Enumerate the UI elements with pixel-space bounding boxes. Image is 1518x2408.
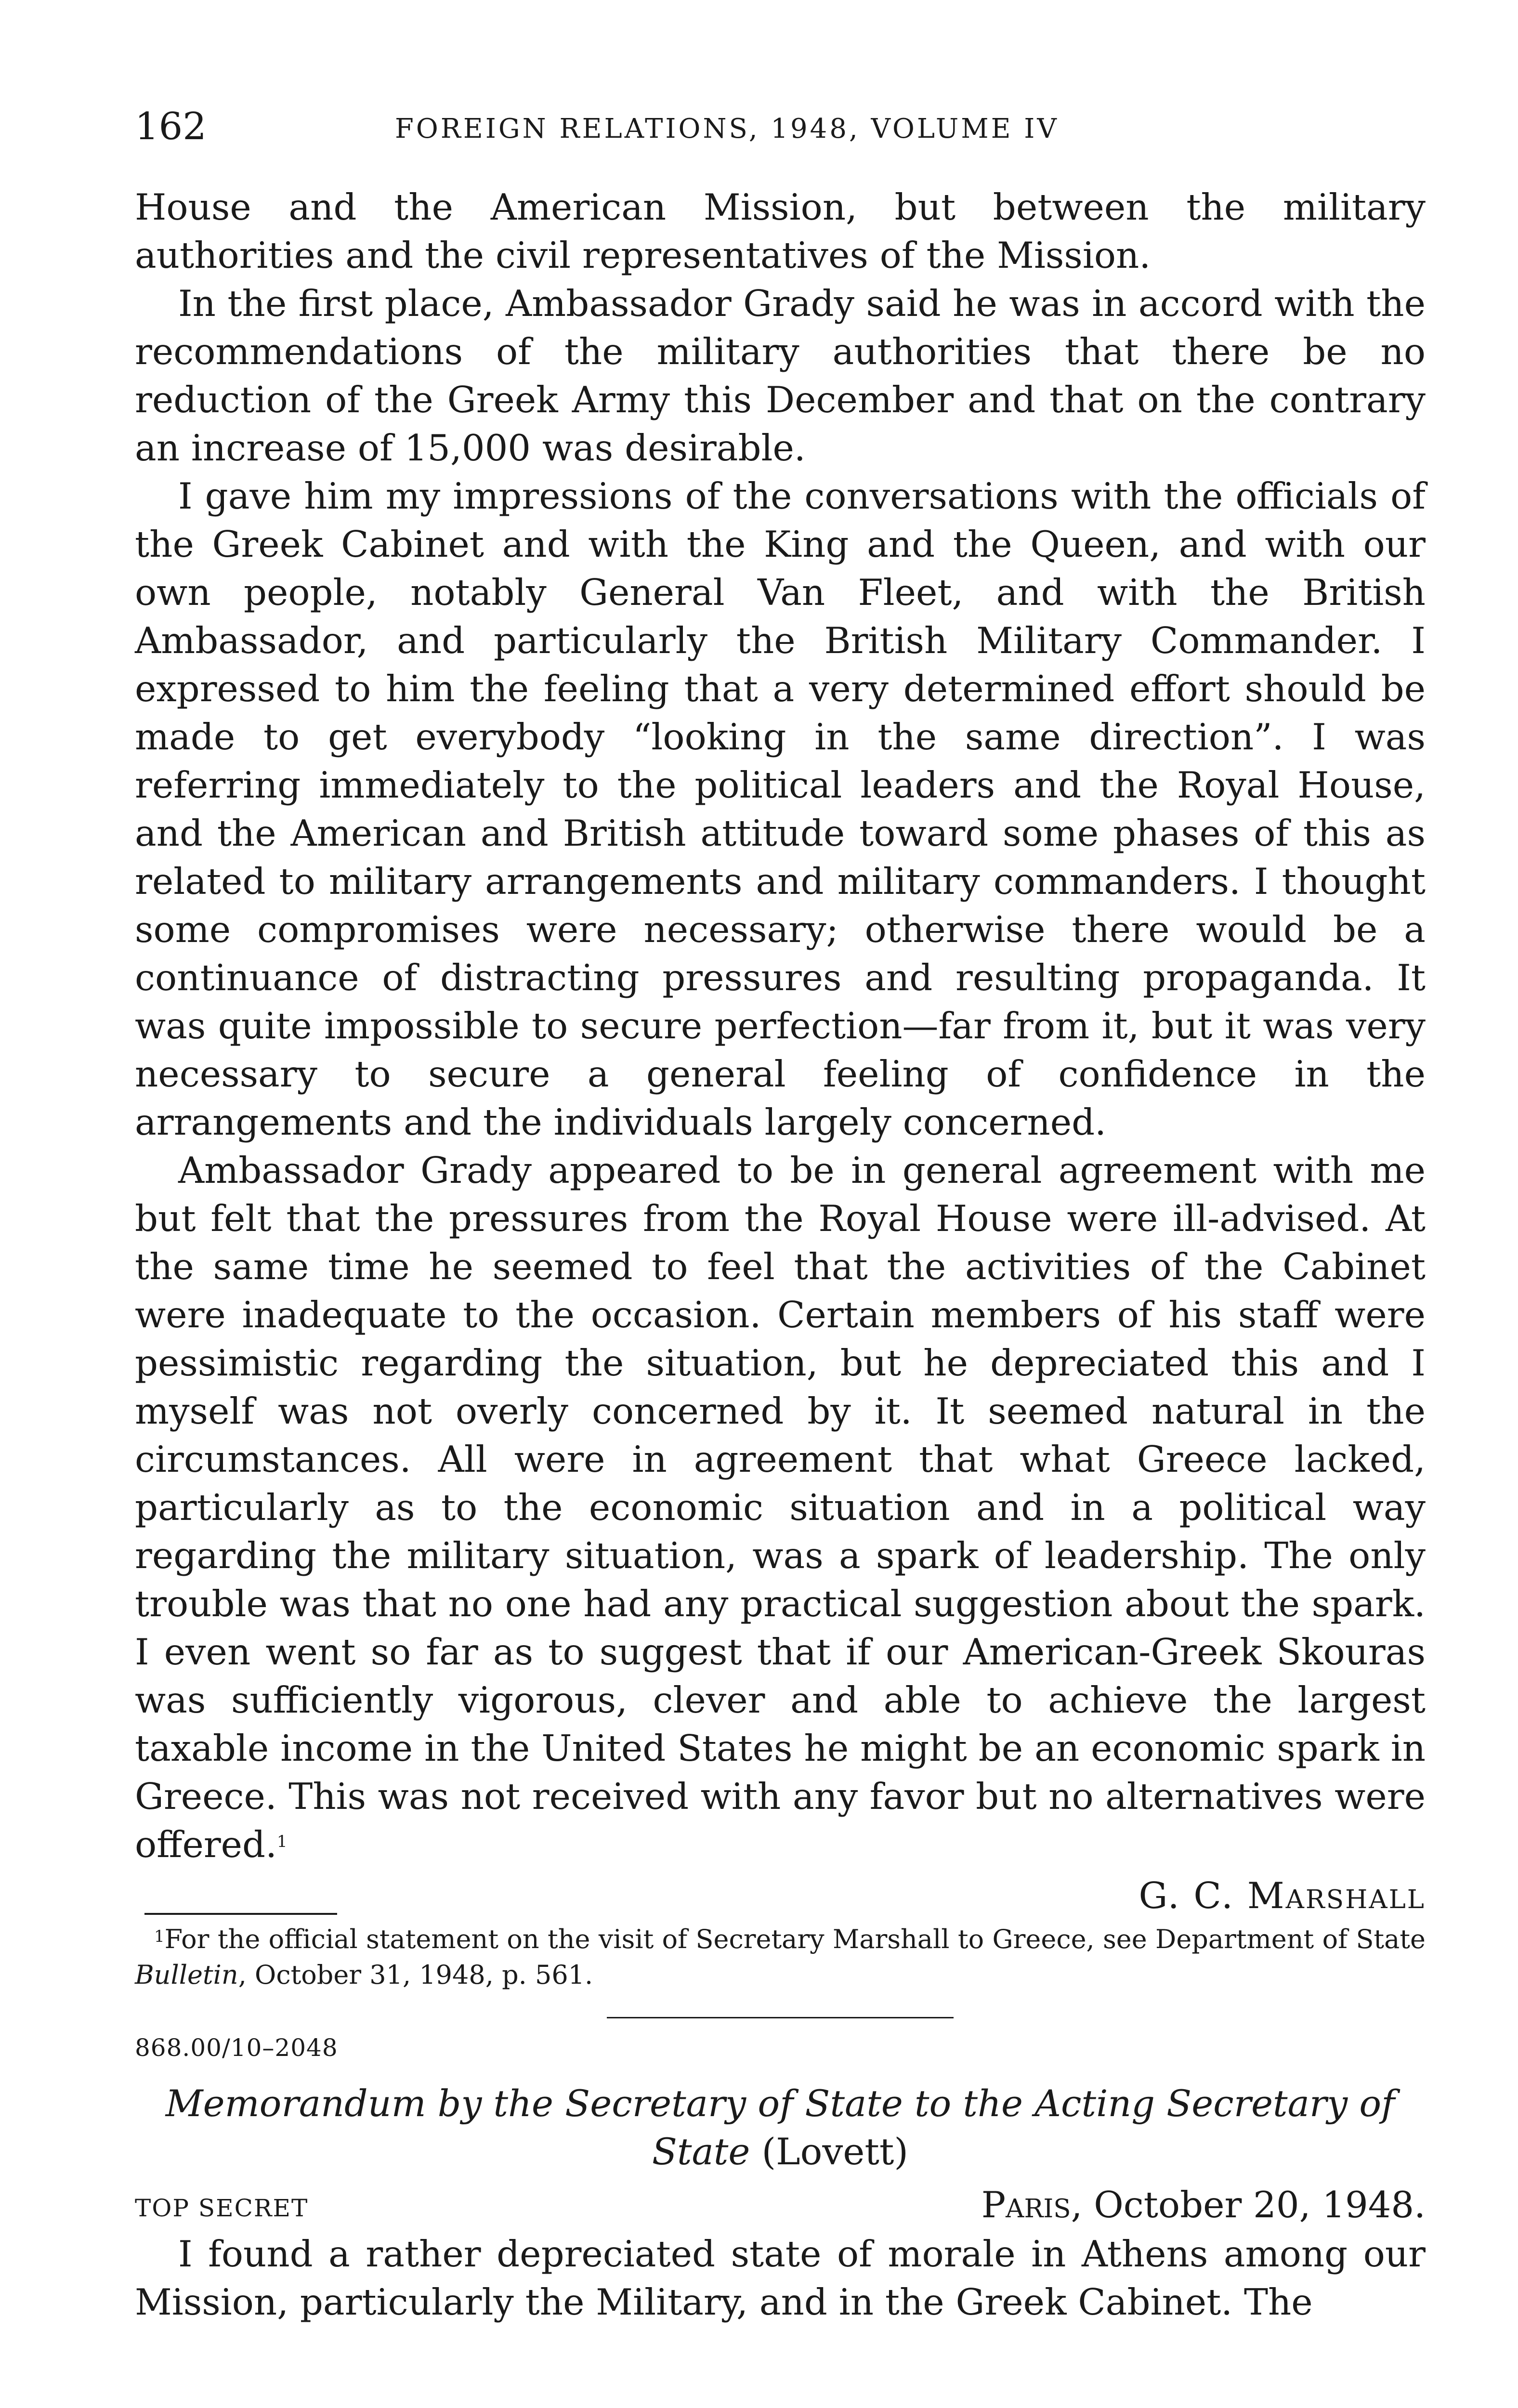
memo-opening-paragraph: I found a rather depreciated state of morale in Athens among our Mission, particularly the Military, and in the Greek Cabinet. The [135, 2233, 1426, 2323]
footnote-publication: Bulletin [135, 1960, 238, 1990]
running-head [135, 100, 1426, 153]
document-title-name: (Lovett) [761, 2130, 909, 2173]
footnote-divider [144, 1913, 337, 1915]
paragraph-agreement [135, 1146, 1426, 1869]
signature: G. C. Marshall [1138, 1874, 1426, 1917]
dateline-place: Paris [981, 2184, 1071, 2226]
paragraph-impressions: I gave him my impressions of the conversations with the officials of the Greek Cabinet and with the King and the Queen, and with our own people, notably General Van Fleet, and with the British Ambassador, and particularly the British Military Commander. I expressed to him the feeling that a very determined effort should be made to get everybody “looking in the same direction”. I was referring immediately to the political leaders and the Royal House, and the American and British attitude toward some phases of this as related to military arrangements and military commanders. I thought some compromises were necessary; otherwise there would be a continuance of distracting pressures and resulting propaganda. It was quite impossible to secure perfection—far from it, but it was very necessary to secure a general feeling of confidence in the arrangements and the individuals largely concerned. [135, 475, 1426, 1143]
page-number: 162 [135, 105, 207, 148]
document-page [135, 0, 1426, 2408]
footnote-marker: 1 [154, 1927, 165, 1946]
section-divider [607, 2017, 954, 2018]
document-title-main: Memorandum by the Secretary of State to the Acting Secretary of State [165, 2082, 1395, 2173]
footnote-text-after: , October 31, 1948, p. 561. [238, 1960, 593, 1990]
footnote-text-before: For the official statement on the visit of Secretary Marshall to Greece, see Department of State [164, 1924, 1426, 1954]
paragraph-agreement-text: Ambassador Grady appeared to be in general agreement with me but felt that the pressures from the Royal House were ill-advised. At the same time he seemed to feel that the activities of the Cabinet were inadequate to the occasion. Certain members of his staff were pessimistic regarding the situation, but he depreciated this and I myself was not overly concerned by it. It seemed natural in the circumstances. All were in agreement that what Greece lacked, particularly as to the economic situation and in a political way regarding the military situation, was a spark of leadership. The only trouble was that no one had any practical suggestion about the spark. I even went so far as to suggest that if our American-Greek Skouras was sufficiently vigorous, clever and able to achieve the largest taxable income in the United States he might be an economic spark in Greece. This was not received with any favor but no alternatives were offered. [135, 1149, 1426, 1866]
file-number: 868.00/10–2048 [135, 2034, 338, 2062]
body-text [135, 183, 1426, 1920]
footnote-reference[interactable]: 1 [276, 1832, 288, 1851]
dateline-date: , October 20, 1948. [1071, 2184, 1426, 2226]
running-title: FOREIGN RELATIONS, 1948, VOLUME IV [395, 113, 1059, 144]
paragraph-grady-accord: In the first place, Ambassador Grady said he was in accord with the recommendations of the military authorities that there be no reduction of the Greek Army this December and that on the contrary an increase of 15,000 was desirable. [135, 282, 1426, 469]
classification-label: TOP SECRET [135, 2194, 309, 2222]
footnote [135, 1922, 1426, 1993]
paragraph-continuation: House and the American Mission, but between the military authorities and the civil representatives of the Mission. [135, 186, 1426, 276]
dateline [981, 2181, 1426, 2229]
document-title [135, 2080, 1426, 2176]
